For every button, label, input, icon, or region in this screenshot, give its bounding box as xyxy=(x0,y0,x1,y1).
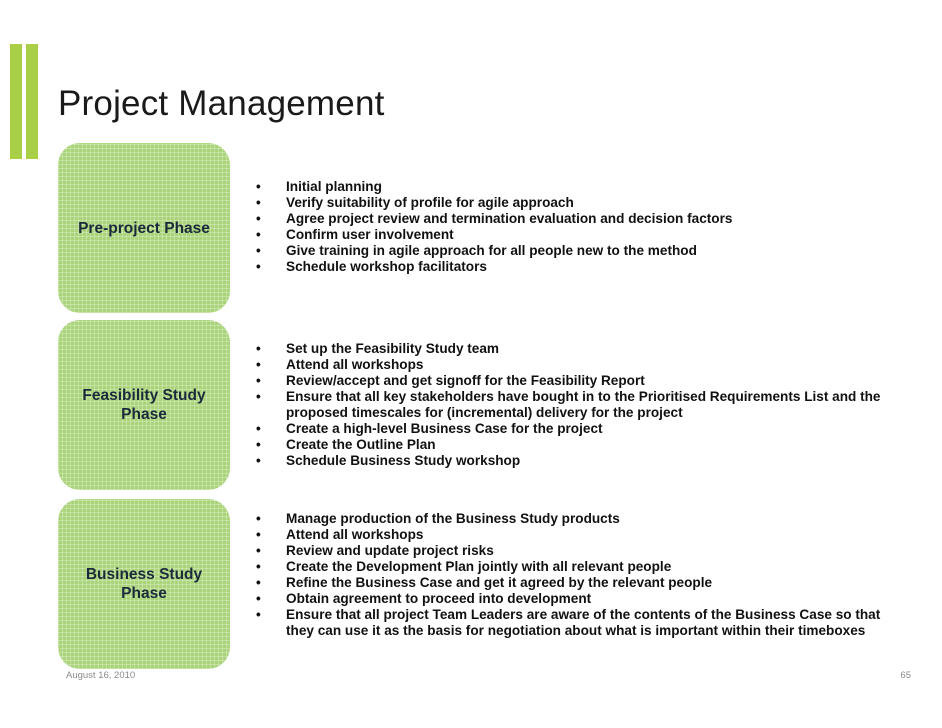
list-item: • Verify suitability of profile for agile approach xyxy=(256,195,574,210)
slide-title: Project Management xyxy=(58,84,385,123)
list-item: • Attend all workshops xyxy=(256,527,424,542)
footer-date: August 16, 2010 xyxy=(66,670,136,681)
phase-box-feasibility-study xyxy=(58,320,230,490)
list-item: • Schedule workshop facilitators xyxy=(256,259,487,274)
page-number: 65 xyxy=(900,670,911,681)
accent-bar-right xyxy=(26,44,38,159)
list-item: • Ensure that all project Team Leaders are aware of the contents of the Business Case so that they can use it as the basis for negotiation about what is important within their timeboxes xyxy=(256,607,881,638)
list-item: • Set up the Feasibility Study team xyxy=(256,341,500,356)
phase-box-business-study xyxy=(58,499,230,669)
bullet-list-pre-project xyxy=(252,179,902,275)
list-item: • Ensure that all key stakeholders have bought in to the Prioritised Requirements List and the proposed timescales for (incremental) delivery for the project xyxy=(256,389,881,420)
list-item: • Review/accept and get signoff for the Feasibility Report xyxy=(256,373,645,388)
list-item: • Manage production of the Business Study products xyxy=(256,511,620,526)
list-item: • Obtain agreement to proceed into development xyxy=(256,591,592,606)
list-item: • Attend all workshops xyxy=(256,357,424,372)
phase-label: Business Study Phase xyxy=(85,566,203,602)
phase-label: Pre-project Phase xyxy=(78,219,210,237)
list-item: • Create the Development Plan jointly with all relevant people xyxy=(256,559,672,574)
list-item: • Review and update project risks xyxy=(256,543,494,558)
accent-bar-left xyxy=(10,44,22,159)
list-item: • Refine the Business Case and get it agreed by the relevant people xyxy=(256,575,713,590)
bullet-list-feasibility-study xyxy=(252,341,902,469)
list-item: • Confirm user involvement xyxy=(256,227,454,242)
list-item: • Schedule Business Study workshop xyxy=(256,453,521,468)
list-item: • Create the Outline Plan xyxy=(256,437,436,452)
phase-label: Feasibility Study Phase xyxy=(82,387,206,423)
list-item: • Create a high-level Business Case for the project xyxy=(256,421,603,436)
bullet-list-business-study xyxy=(252,511,902,639)
list-item: • Agree project review and termination evaluation and decision factors xyxy=(256,211,733,226)
phase-box-pre-project xyxy=(58,143,230,313)
list-item: • Initial planning xyxy=(256,179,382,194)
list-item: • Give training in agile approach for all people new to the method xyxy=(256,243,697,258)
